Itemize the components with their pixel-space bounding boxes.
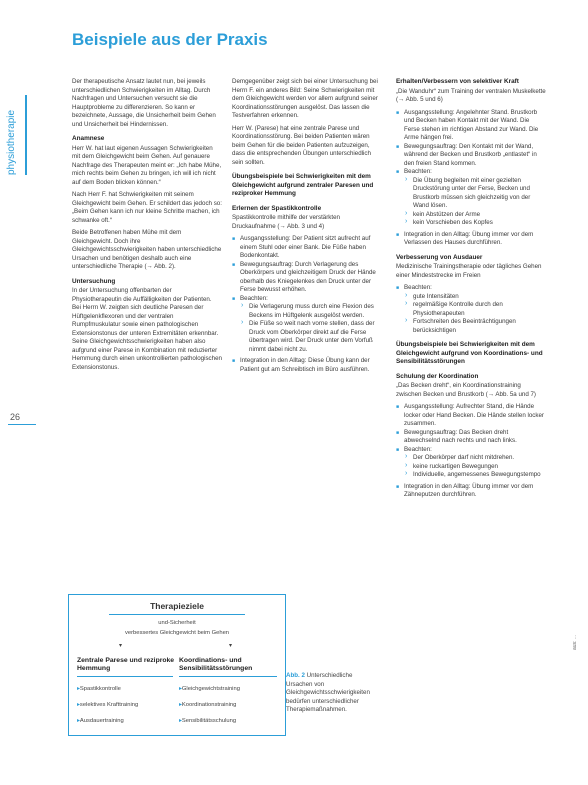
box-title-rule: [109, 614, 245, 615]
sub-list-item: › Der Oberkörper darf nicht mitdrehen.: [413, 454, 546, 463]
heading-koordination: Schulung der Koordination: [396, 372, 479, 380]
column-1: [72, 78, 222, 376]
list-item-label: Beachten:: [240, 294, 268, 302]
list-item: ■ Bewegungsauftrag: Den Kontakt mit der Wand, während der Becken und Brustkorb „entlastet“ in den freien Stand kommen.: [404, 143, 546, 169]
heading-selektive-kraft: Erhalten/Verbessern von selektiver Kraft: [396, 78, 519, 85]
sub-list-item: › Die Übung begleiten mit einer gezielten Druckstörung unter der Ferse, Becken und Brustkorb müssen sich gleichzeitig von der Wand lösen.: [413, 177, 546, 211]
list: [396, 284, 546, 335]
box-right-item: ▸ Sensibilitätsschulung: [179, 718, 236, 724]
box-title: Therapieziele: [150, 601, 204, 611]
heading-ausdauer: Verbesserung von Ausdauer: [396, 253, 483, 261]
list-item: [404, 284, 546, 335]
heading-uebungsbeispiele-parese: Übungsbeispiele bei Schwierigkeiten mit dem Gleichgewicht aufgrund zentraler Paresen und reziproker Hemmung: [232, 173, 374, 197]
sub-list-item: › regelmäßige Kontrolle durch den Physiotherapeuten: [413, 301, 546, 318]
box-left-item: ▸ selektives Krafttraining: [77, 702, 138, 708]
list-item: ■ Integration in den Alltag: Übung immer vor dem Verlassen des Hauses durchführen.: [404, 231, 546, 248]
sub-list: [404, 177, 546, 228]
list-item-label: Beachten:: [404, 168, 432, 175]
sub-list-item: › kein Vorschieben des Kopfes: [413, 219, 546, 228]
box-right-item: ▸ Koordinationstraining: [179, 702, 236, 708]
list: [232, 235, 384, 374]
heading-uebungsbeispiele-koordination: Übungsbeispiele bei Schwierigkeiten mit dem Gleichgewicht aufgrund von Koordinations- und Sensibilitätsstörungen: [396, 341, 543, 365]
sub-list-item: › Individuelle, angemessenes Bewegungstempo: [413, 471, 546, 480]
column-3: [396, 78, 546, 503]
paragraph: „Die Wanduhr“ zum Training der ventralen Muskelkette (→ Abb. 5 und 6): [396, 87, 546, 103]
box-left-rule: [77, 676, 173, 677]
list-item: [404, 446, 546, 480]
sub-list-item: › kein Abstützen der Arme: [413, 211, 546, 220]
page-number-rule: [8, 424, 36, 425]
box-left-item: ▸ Ausdauertraining: [77, 718, 124, 724]
sub-list-item: › Fortschreiten des Beeinträchtigungen berücksichtigen: [413, 318, 546, 335]
box-left-item: ▸ Spastikkontrolle: [77, 686, 121, 692]
sub-list-item: › Die Füße so weit nach vorne stellen, dass der Druck vom Oberkörper direkt auf die Ferse übertragen wird. Der Druck unter dem Vorfuß nimmt dabei nicht zu.: [249, 320, 384, 354]
therapy-goals-box: [68, 594, 286, 736]
paragraph: Beide Betroffenen haben Mühe mit dem Gleichgewicht. Doch ihre Gleichgewichtsschwierigkeiten haben unterschiedliche Ursachen und benötigen deshalb auch eine unterschiedliche Therapie (→ Abb. 2).: [72, 229, 222, 270]
list-item: ■ Bewegungsauftrag: Durch Verlagerung des Oberkörpers und gleichzeitigem Druck der Hände oberhalb des Kniegelenkes den Druck unter der Ferse bewusst erhöhen.: [240, 261, 384, 295]
list-item-label: Beachten:: [404, 284, 432, 291]
heading-untersuchung: Untersuchung: [72, 277, 116, 285]
sub-list-item: › Die Verlagerung muss durch eine Flexion des Beckens im Hüftgelenk ausgelöst werden.: [249, 303, 384, 320]
heading-spastikkontrolle: Erlernen der Spastikkontrolle: [232, 204, 322, 212]
list-item: ■ Ausgangsstellung: Aufrechter Stand, die Hände locker oder Hand Becken. Die Hände stellen locker zusammen.: [404, 403, 546, 429]
list: [396, 403, 546, 500]
caption-label: Abb. 2: [286, 672, 305, 679]
box-line-1: und-Sicherheit: [158, 620, 196, 626]
paragraph: Herr W. (Parese) hat eine zentrale Parese und Koordinationsstörung. Bei beiden Patienten wären beim Gehen für die beiden Patienten aufzuzeigen, dass die entsprechenden Übungen unterschiedlich sein sollten.: [232, 124, 371, 166]
list: [396, 109, 546, 248]
caption-text: Unterschiedliche Ursachen von Gleichgewichtsschwierigkeiten bedürfen unterschiedlicher Therapiemaßnahmen.: [286, 672, 370, 713]
arrow-down-icon: ▾: [229, 643, 233, 649]
page-number: 26: [10, 412, 21, 422]
heading-anamnese: Anamnese: [72, 135, 105, 142]
column-2: [232, 78, 384, 377]
box-left-title: Zentrale Parese und reziproke Hemmung: [77, 657, 175, 672]
paragraph: „Das Becken dreht“, ein Koordinationstraining zwischen Becken und Brustkorb (→ Abb. 5a und 7): [396, 382, 536, 398]
paragraph: Demgegenüber zeigt sich bei einer Untersuchung bei Herrn F. ein anderes Bild: Seine Schwierigkeiten mit dem Gleichgewicht werden vor allem aufgrund seiner Koordinationsstörungen ausgelöst. Das lassen die Testverfahren erkennen.: [232, 78, 378, 119]
sub-list: [404, 293, 546, 336]
paragraph: Herr W. hat laut eigenen Aussagen Schwierigkeiten mit dem Gleichgewicht beim Gehen. Auf genauere Nachfrage des Therapeuten meint er: „Ich habe Mühe, mich rechts beim Gehen zu bringen, ich will ich nicht auf dem Boden blicken können.“: [72, 144, 222, 186]
list-item: [240, 295, 384, 355]
side-label-bar: [25, 95, 27, 175]
paragraph: Der therapeutische Ansatz lautet nun, bei jeweils unterschiedlichen Schwierigkeiten im Alltag. Durch Nachfragen und Untersuchen versucht sie die Hauptprobleme zu differenzieren. So kann er bezeichnete, Aussage, die Unsicherheit beim Gehen und Unsicherheit bei Hindernissen.: [72, 78, 216, 128]
list-item: ■ Integration in den Alltag: Diese Übung kann der Patient gut am Schreibtisch im Büro ausführen.: [240, 357, 384, 374]
list-item: ■ Integration in den Alltag: Übung immer vor dem Zähneputzen durchführen.: [404, 483, 546, 500]
list-item-label: Beachten:: [404, 445, 432, 453]
box-right-title: Koordinations- und Sensibilitätsstörungen: [179, 657, 253, 672]
arrow-down-icon: ▾: [119, 643, 123, 649]
list-item: [404, 168, 546, 228]
list-item: ■ Ausgangsstellung: Angelehnter Stand. Brustkorb und Becken haben Kontakt mit der Wand. Die Ferse stehen im richtigen Abstand zur Wand. Die Arme hängen frei.: [404, 109, 546, 143]
paragraph: Nach Herr F. hat Schwierigkeiten mit seinem Gleichgewicht beim Gehen. Er schildert das jedoch so: „Beim Gehen kann ich nur kleine Schritte machen, ich schwanke oft.“: [72, 191, 222, 224]
paragraph: Medizinische Trainingstherapie oder tägliches Gehen einer Mindeststrecke im Freien: [396, 263, 542, 279]
side-label: [6, 95, 24, 175]
sub-list: [404, 454, 546, 480]
side-label-text: physiotherapie: [6, 109, 17, 175]
paragraph: Spastikkontrolle mithilfe der verstärkten Druckaufnahme (→ Abb. 3 und 4): [232, 214, 340, 230]
page-title: Beispiele aus der Praxis: [72, 30, 268, 49]
sub-list-item: › keine ruckartigen Bewegungen: [413, 463, 546, 472]
sub-list: [240, 303, 384, 354]
box-right-item: ▸ Gleichgewichtstraining: [179, 686, 240, 692]
image-credit: aus: ...: [572, 634, 578, 650]
figure-caption: [286, 672, 378, 715]
box-line-2: verbessertes Gleichgewicht beim Gehen: [124, 630, 230, 636]
list-item: ■ Bewegungsauftrag: Das Becken dreht abwechselnd nach rechts und nach links.: [404, 429, 546, 446]
paragraph: In der Untersuchung offenbarten der Physiotherapeutin die Auffälligkeiten der Patienten. Bei Herrn W. zeigten sich deutliche Paresen der Hüftgelenkflexoren und der ventralen Rumpfmuskulatur sowie einen pathologischen Extensionstonus der unteren Extremitäten erkennbar. Seine Gleichgewichtsschwierigkeiten haben also aufgrund einer Parese in Kombination mit reduzierter Hemmung durch einen unkontrollierten pathologischen Extensionstonus.: [72, 287, 222, 371]
list-item: ■ Ausgangsstellung: Der Patient sitzt aufrecht auf einem Stuhl oder einer Bank. Die Füße haben Bodenkontakt.: [240, 235, 384, 261]
box-right-rule: [179, 676, 277, 677]
sub-list-item: › gute Intensitäten: [413, 293, 546, 302]
